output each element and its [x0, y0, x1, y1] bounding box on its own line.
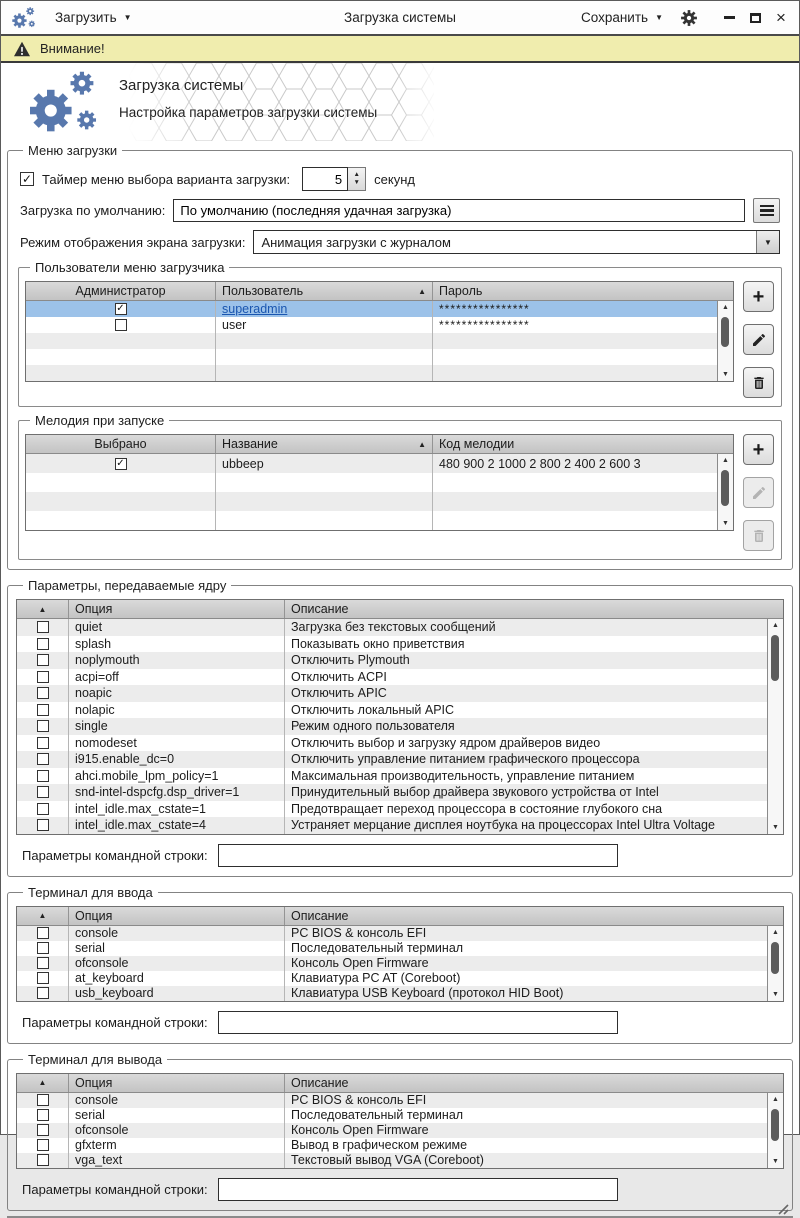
option-checkbox[interactable]	[37, 1154, 49, 1166]
delete-user-button[interactable]	[743, 367, 774, 398]
scrollbar-thumb[interactable]	[771, 942, 779, 974]
trash-icon	[751, 528, 767, 544]
melody-name-cell: ubbeep	[216, 454, 433, 473]
group-boot-menu-legend: Меню загрузки	[28, 143, 118, 158]
user-row-superadmin[interactable]	[26, 301, 717, 317]
column-header-description[interactable]: Описание	[291, 602, 349, 616]
scroll-up-icon[interactable]: ▲	[772, 1095, 779, 1103]
terminal-input-table	[16, 906, 784, 1002]
kernel-param-row[interactable]: acpi=off Отключить ACPI	[17, 669, 767, 686]
kernel-params-table	[16, 599, 784, 835]
option-checkbox[interactable]	[37, 621, 49, 633]
timer-value-input[interactable]	[302, 167, 348, 191]
option-checkbox[interactable]	[37, 819, 49, 831]
column-header-checkbox[interactable]	[17, 907, 69, 925]
timer-label: Таймер меню выбора варианта загрузки:	[42, 171, 291, 187]
selected-checkbox[interactable]: ✓	[116, 457, 125, 469]
password-cell: ****************	[439, 302, 530, 316]
sort-ascending-icon: ▲	[38, 604, 47, 614]
vertical-scrollbar[interactable]	[717, 301, 733, 381]
resize-grip[interactable]	[777, 1203, 789, 1215]
display-mode-label: Режим отображения экрана загрузки:	[20, 234, 246, 250]
window-title: Загрузка системы	[344, 10, 456, 25]
edit-melody-button[interactable]	[743, 477, 774, 508]
kernel-param-row[interactable]: splash Показывать окно приветствия	[17, 636, 767, 653]
admin-checkbox[interactable]	[115, 319, 127, 331]
kernel-param-row[interactable]: snd-intel-dspcfg.dsp_driver=1 Принудительный выбор драйвера звукового устройства от Intel	[17, 784, 767, 801]
column-header-user[interactable]: Пользователь ▲	[216, 282, 433, 300]
spin-down-icon: ▼	[353, 178, 360, 186]
option-checkbox[interactable]	[37, 720, 49, 732]
user-link[interactable]: superadmin	[222, 302, 288, 316]
terminal-input-cmdline-input[interactable]	[218, 1011, 618, 1034]
save-menu-label: Сохранить	[580, 10, 649, 25]
group-boot-users	[18, 260, 782, 407]
chevron-down-icon: ▼	[123, 13, 132, 22]
option-checkbox[interactable]	[37, 753, 49, 765]
column-header-selected[interactable]: Выбрано	[26, 435, 216, 453]
column-header-option[interactable]: Опция	[69, 600, 285, 618]
group-kernel-params	[7, 578, 793, 877]
option-checkbox[interactable]	[37, 687, 49, 699]
terminal-row[interactable]: ofconsole Консоль Open Firmware	[17, 1123, 767, 1138]
column-header-description[interactable]: Описание	[291, 908, 349, 923]
kernel-param-row[interactable]: noapic Отключить APIC	[17, 685, 767, 702]
vertical-scrollbar[interactable]	[767, 1093, 783, 1168]
warning-text: Внимание!	[40, 41, 105, 56]
column-header-description[interactable]: Описание	[291, 1075, 349, 1090]
option-checkbox[interactable]	[37, 803, 49, 815]
gears-icon	[25, 69, 103, 137]
add-icon: +	[752, 438, 765, 461]
column-header-password[interactable]: Пароль	[439, 284, 483, 298]
column-header-code[interactable]: Код мелодии	[439, 437, 515, 451]
kernel-param-row[interactable]: nolapic Отключить локальный APIC	[17, 702, 767, 719]
add-icon: +	[752, 285, 765, 308]
close-button[interactable]	[773, 10, 789, 26]
spin-up-icon: ▲	[353, 171, 360, 178]
option-checkbox[interactable]	[37, 987, 49, 999]
kernel-cmdline-label: Параметры командной строки:	[22, 847, 208, 863]
empty-row	[26, 492, 717, 511]
save-menu-button[interactable]	[581, 10, 663, 25]
option-checkbox[interactable]	[37, 972, 49, 984]
scroll-down-icon[interactable]: ▼	[772, 823, 779, 831]
option-checkbox[interactable]	[37, 654, 49, 666]
kernel-param-row[interactable]: single Режим одного пользователя	[17, 718, 767, 735]
add-melody-button[interactable]	[743, 434, 774, 465]
terminal-row[interactable]: serial Последовательный терминал	[17, 941, 767, 956]
load-menu-label: Загрузить	[55, 10, 117, 25]
group-startup-melody-legend: Мелодия при запуске	[35, 413, 165, 428]
timer-spinner	[302, 167, 366, 191]
group-terminal-output-legend: Терминал для вывода	[28, 1051, 163, 1067]
maximize-button[interactable]	[747, 10, 763, 26]
status-bar	[7, 1216, 793, 1218]
scroll-up-icon[interactable]: ▲	[772, 622, 779, 629]
option-checkbox[interactable]	[37, 927, 49, 939]
kernel-param-row[interactable]: intel_idle.max_cstate=1 Предотвращает переход процессора в состояние глубокого сна	[17, 801, 767, 818]
option-checkbox[interactable]	[37, 704, 49, 716]
group-terminal-input-legend: Терминал для ввода	[28, 884, 153, 900]
option-checkbox[interactable]	[37, 638, 49, 650]
scrollbar-thumb[interactable]	[771, 635, 779, 681]
minimize-icon	[724, 16, 735, 19]
terminal-row[interactable]: at_keyboard Клавиатура PC AT (Coreboot)	[17, 971, 767, 986]
display-mode-value: Анимация загрузки с журналом	[261, 234, 451, 250]
group-startup-melody	[18, 413, 782, 560]
empty-row	[26, 349, 717, 365]
scroll-up-icon[interactable]: ▲	[772, 928, 779, 936]
window-controls	[721, 10, 789, 26]
users-table	[25, 281, 734, 382]
vertical-scrollbar[interactable]	[767, 926, 783, 1001]
option-checkbox[interactable]	[37, 671, 49, 683]
sort-ascending-icon: ▲	[418, 286, 426, 296]
terminal-row[interactable]: gfxterm Вывод в графическом режиме	[17, 1138, 767, 1153]
page-header	[1, 63, 799, 143]
page-subtitle: Настройка параметров загрузки системы	[119, 105, 378, 120]
column-header-admin[interactable]: Администратор	[26, 282, 216, 300]
scrollbar-thumb[interactable]	[721, 470, 729, 506]
menu-icon	[760, 205, 774, 208]
warning-bar	[1, 36, 799, 63]
gear-icon	[679, 8, 699, 28]
default-boot-input[interactable]	[173, 199, 745, 222]
column-header-checkbox[interactable]	[17, 1074, 69, 1092]
kernel-param-row[interactable]: i915.enable_dc=0 Отключить управление питанием графического процессора	[17, 751, 767, 768]
kernel-cmdline-input[interactable]	[218, 844, 618, 867]
delete-melody-button[interactable]	[743, 520, 774, 551]
load-menu-button[interactable]	[55, 10, 132, 25]
chevron-down-icon: ▼	[655, 13, 663, 22]
users-table-header	[26, 282, 733, 301]
kernel-table-header	[17, 600, 783, 619]
kernel-param-row[interactable]: quiet Загрузка без текстовых сообщений	[17, 619, 767, 636]
sort-ascending-icon: ▲	[38, 1078, 47, 1087]
option-checkbox[interactable]	[37, 737, 49, 749]
melody-actions	[743, 434, 775, 551]
melody-table	[25, 434, 734, 531]
user-row-user[interactable]	[26, 317, 717, 333]
chevron-down-icon: ▼	[756, 231, 779, 253]
empty-row	[26, 365, 717, 381]
column-header-option[interactable]: Опция	[69, 907, 285, 925]
option-checkbox[interactable]	[37, 1094, 49, 1106]
empty-row	[26, 511, 717, 530]
users-actions	[743, 281, 775, 398]
scroll-up-icon[interactable]: ▲	[722, 457, 729, 464]
default-boot-label: Загрузка по умолчанию:	[20, 203, 166, 218]
terminal-output-cmdline-input[interactable]	[218, 1178, 618, 1201]
option-checkbox[interactable]	[37, 786, 49, 798]
group-terminal-input	[7, 885, 793, 1044]
add-user-button[interactable]	[743, 281, 774, 312]
sort-ascending-icon: ▲	[38, 911, 47, 920]
scrollbar-thumb[interactable]	[771, 1109, 779, 1141]
minimize-button[interactable]	[721, 10, 737, 26]
group-boot-users-legend: Пользователи меню загрузчика	[35, 260, 225, 275]
terminal-input-header	[17, 907, 783, 926]
terminal-row[interactable]: console PC BIOS & консоль EFI	[17, 1093, 767, 1108]
option-checkbox[interactable]	[37, 942, 49, 954]
page-title: Загрузка системы	[119, 77, 244, 94]
pencil-icon	[751, 332, 767, 348]
user-name-cell: user	[216, 317, 433, 333]
default-boot-menu-button[interactable]	[753, 198, 780, 223]
edit-user-button[interactable]	[743, 324, 774, 355]
scroll-down-icon[interactable]: ▼	[722, 520, 729, 527]
option-checkbox[interactable]	[37, 770, 49, 782]
settings-button[interactable]	[679, 8, 699, 28]
close-icon: ×	[776, 8, 786, 27]
terminal-output-header	[17, 1074, 783, 1093]
pencil-icon	[751, 485, 767, 501]
kernel-param-row[interactable]: ahci.mobile_lpm_policy=1 Максимальная производительность, управление питанием	[17, 768, 767, 785]
password-cell: ****************	[439, 318, 530, 332]
terminal-input-cmdline-label: Параметры командной строки:	[22, 1014, 208, 1030]
terminal-row[interactable]: vga_text Текстовый вывод VGA (Coreboot)	[17, 1153, 767, 1168]
display-mode-select[interactable]	[253, 230, 780, 254]
maximize-icon	[750, 13, 761, 23]
group-terminal-output	[7, 1052, 793, 1211]
scrollbar-thumb[interactable]	[721, 317, 729, 347]
scroll-down-icon[interactable]: ▼	[772, 990, 779, 998]
option-checkbox[interactable]	[37, 1139, 49, 1151]
melody-table-header	[26, 435, 733, 454]
kernel-param-row[interactable]: intel_idle.max_cstate=4 Устраняет мерцание дисплея ноутбука на процессорах Intel Ultra Voltage	[17, 817, 767, 834]
group-boot-menu	[7, 143, 793, 570]
terminal-output-table	[16, 1073, 784, 1169]
terminal-output-cmdline-label: Параметры командной строки:	[22, 1181, 208, 1197]
toolbar	[1, 1, 799, 36]
option-checkbox[interactable]	[37, 1109, 49, 1121]
column-header-name[interactable]: Название ▲	[216, 435, 433, 453]
vertical-scrollbar[interactable]	[767, 619, 783, 834]
column-header-checkbox[interactable]	[17, 600, 69, 618]
kernel-param-row[interactable]: noplymouth Отключить Plymouth	[17, 652, 767, 669]
option-checkbox[interactable]	[37, 957, 49, 969]
trash-icon	[751, 375, 767, 391]
kernel-param-row[interactable]: nomodeset Отключить выбор и загрузку ядром драйверов видео	[17, 735, 767, 752]
melody-row-ubbeep[interactable]	[26, 454, 717, 473]
terminal-row[interactable]: usb_keyboard Клавиатура USB Keyboard (протокол HID Boot)	[17, 986, 767, 1001]
admin-checkbox[interactable]: ✓	[116, 303, 125, 314]
empty-row	[26, 333, 717, 349]
timer-spin-buttons[interactable]	[348, 167, 366, 191]
terminal-row[interactable]: serial Последовательный терминал	[17, 1108, 767, 1123]
group-kernel-params-legend: Параметры, передаваемые ядру	[28, 578, 227, 593]
vertical-scrollbar[interactable]	[717, 454, 733, 530]
option-checkbox[interactable]	[37, 1124, 49, 1136]
timer-units-label: секунд	[374, 171, 415, 187]
column-header-option[interactable]: Опция	[69, 1074, 285, 1092]
terminal-row[interactable]: console PC BIOS & консоль EFI	[17, 926, 767, 941]
scroll-down-icon[interactable]: ▼	[722, 371, 729, 378]
warning-icon	[13, 41, 31, 57]
app-gears-icon	[11, 6, 37, 30]
timer-checkbox[interactable]: ✓	[21, 172, 33, 186]
scroll-down-icon[interactable]: ▼	[772, 1157, 779, 1165]
empty-row	[26, 473, 717, 492]
sort-ascending-icon: ▲	[418, 439, 426, 449]
melody-code-cell: 480 900 2 1000 2 800 2 400 2 600 3	[439, 456, 641, 471]
scroll-up-icon[interactable]: ▲	[722, 304, 729, 311]
terminal-row[interactable]: ofconsole Консоль Open Firmware	[17, 956, 767, 971]
